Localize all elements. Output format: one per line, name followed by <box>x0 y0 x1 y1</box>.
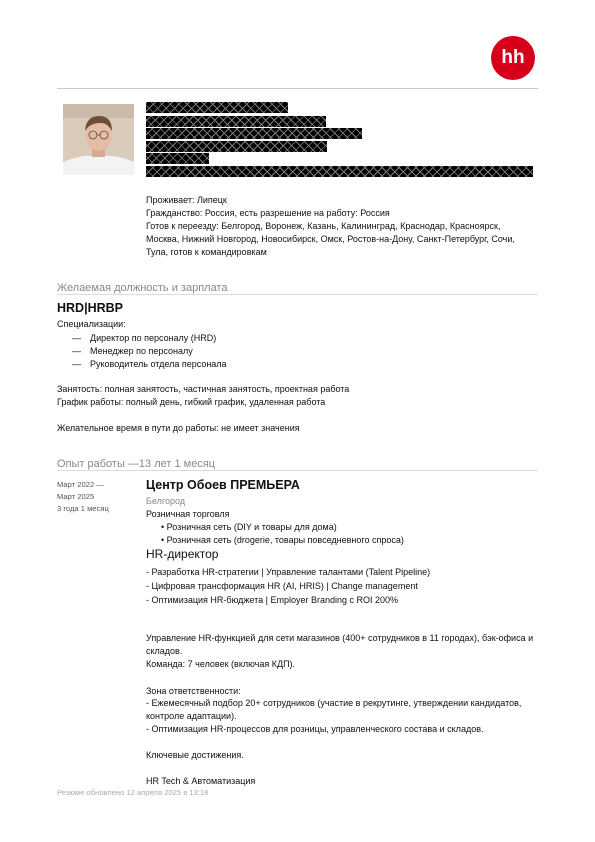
job-duration: 3 года 1 месяц <box>57 504 109 513</box>
description-text: Команда: 7 человек (включая КДП). <box>146 659 296 669</box>
commute-text: Желательное время в пути до работы: не имеет значения <box>57 423 300 433</box>
section-divider <box>57 294 538 295</box>
redacted-line <box>146 102 288 113</box>
list-bullet: — <box>72 333 81 343</box>
company-city: Белгород <box>146 496 186 506</box>
job-period-end: Март 2025 <box>57 492 95 501</box>
spec-label: Специализации: <box>57 319 126 329</box>
list-bullet: — <box>72 346 81 356</box>
industry-item: • Розничная сеть (drogerie, товары повседневного спроса) <box>161 535 404 545</box>
spec-item: Руководитель отдела персонала <box>90 359 227 369</box>
job-period-start: Март 2022 — <box>57 480 104 489</box>
description-text: складов. <box>146 646 183 656</box>
responsibility-item: - Ежемесячный подбор 20+ сотрудников (участие в рекрутинге, утверждении кандидатов, <box>146 698 522 708</box>
section-title-position: Желаемая должность и зарплата <box>57 282 228 294</box>
relocation-text: Тула, готов к командировкам <box>146 247 267 257</box>
profile-photo <box>63 104 134 175</box>
relocation-text: Готов к переезду: Белгород, Воронеж, Казань, Калининград, Краснодар, Красноярск, <box>146 221 501 231</box>
industry-item: • Розничная сеть (DIY и товары для дома) <box>161 522 337 532</box>
person-photo-icon <box>63 104 134 175</box>
redacted-line <box>146 116 326 127</box>
section-title-experience: Опыт работы —13 лет 1 месяц <box>57 458 216 470</box>
employment-text: Занятость: полная занятость, частичная занятость, проектная работа <box>57 384 350 394</box>
hrtech-title: HR Tech & Автоматизация <box>146 776 256 786</box>
achievements-title: Ключевые достижения. <box>146 750 244 760</box>
description-text: Управление HR-функцией для сети магазинов (400+ сотрудников в 11 городах), бэк-офиса и <box>146 633 534 643</box>
redacted-line <box>146 128 362 139</box>
highlight-item: - Разработка HR-стратегии | Управление талантами (Talent Pipeline) <box>146 567 431 577</box>
highlight-item: - Цифровая трансформация HR (AI, HRIS) | Change management <box>146 581 418 591</box>
spec-item: Менеджер по персоналу <box>90 346 193 356</box>
lives-text: Проживает: Липецк <box>146 195 227 205</box>
redacted-line <box>146 141 327 152</box>
responsibility-item: контроле адаптации). <box>146 711 237 721</box>
job-role: HR-директор <box>146 547 219 561</box>
redacted-line <box>146 166 533 177</box>
redacted-line <box>146 153 209 164</box>
schedule-text: График работы: полный день, гибкий график, удаленная работа <box>57 397 326 407</box>
spec-item: Директор по персоналу (HRD) <box>90 333 217 343</box>
highlight-item: - Оптимизация HR-бюджета | Employer Branding с ROI 200% <box>146 595 399 605</box>
list-bullet: — <box>72 359 81 369</box>
hh-logo: hh <box>491 36 535 80</box>
position-title: HRD|HRBP <box>57 301 123 315</box>
responsibility-title: Зона ответственности: <box>146 686 241 696</box>
responsibility-item: - Оптимизация HR-процессов для розницы, управленческого состава и складов. <box>146 724 484 734</box>
citizenship-text: Гражданство: Россия, есть разрешение на работу: Россия <box>146 208 390 218</box>
relocation-text: Москва, Нижний Новгород, Новосибирск, Омск, Ростов-на-Дону, Санкт-Петербург, Сочи, <box>146 234 515 244</box>
industry-text: Розничная торговля <box>146 509 230 519</box>
company-name: Центр Обоев ПРЕМЬЕРА <box>146 478 300 492</box>
footer-updated: Резюме обновлено 12 апреля 2025 в 13:18 <box>57 788 209 797</box>
header-divider <box>57 88 538 89</box>
section-divider <box>57 470 538 471</box>
